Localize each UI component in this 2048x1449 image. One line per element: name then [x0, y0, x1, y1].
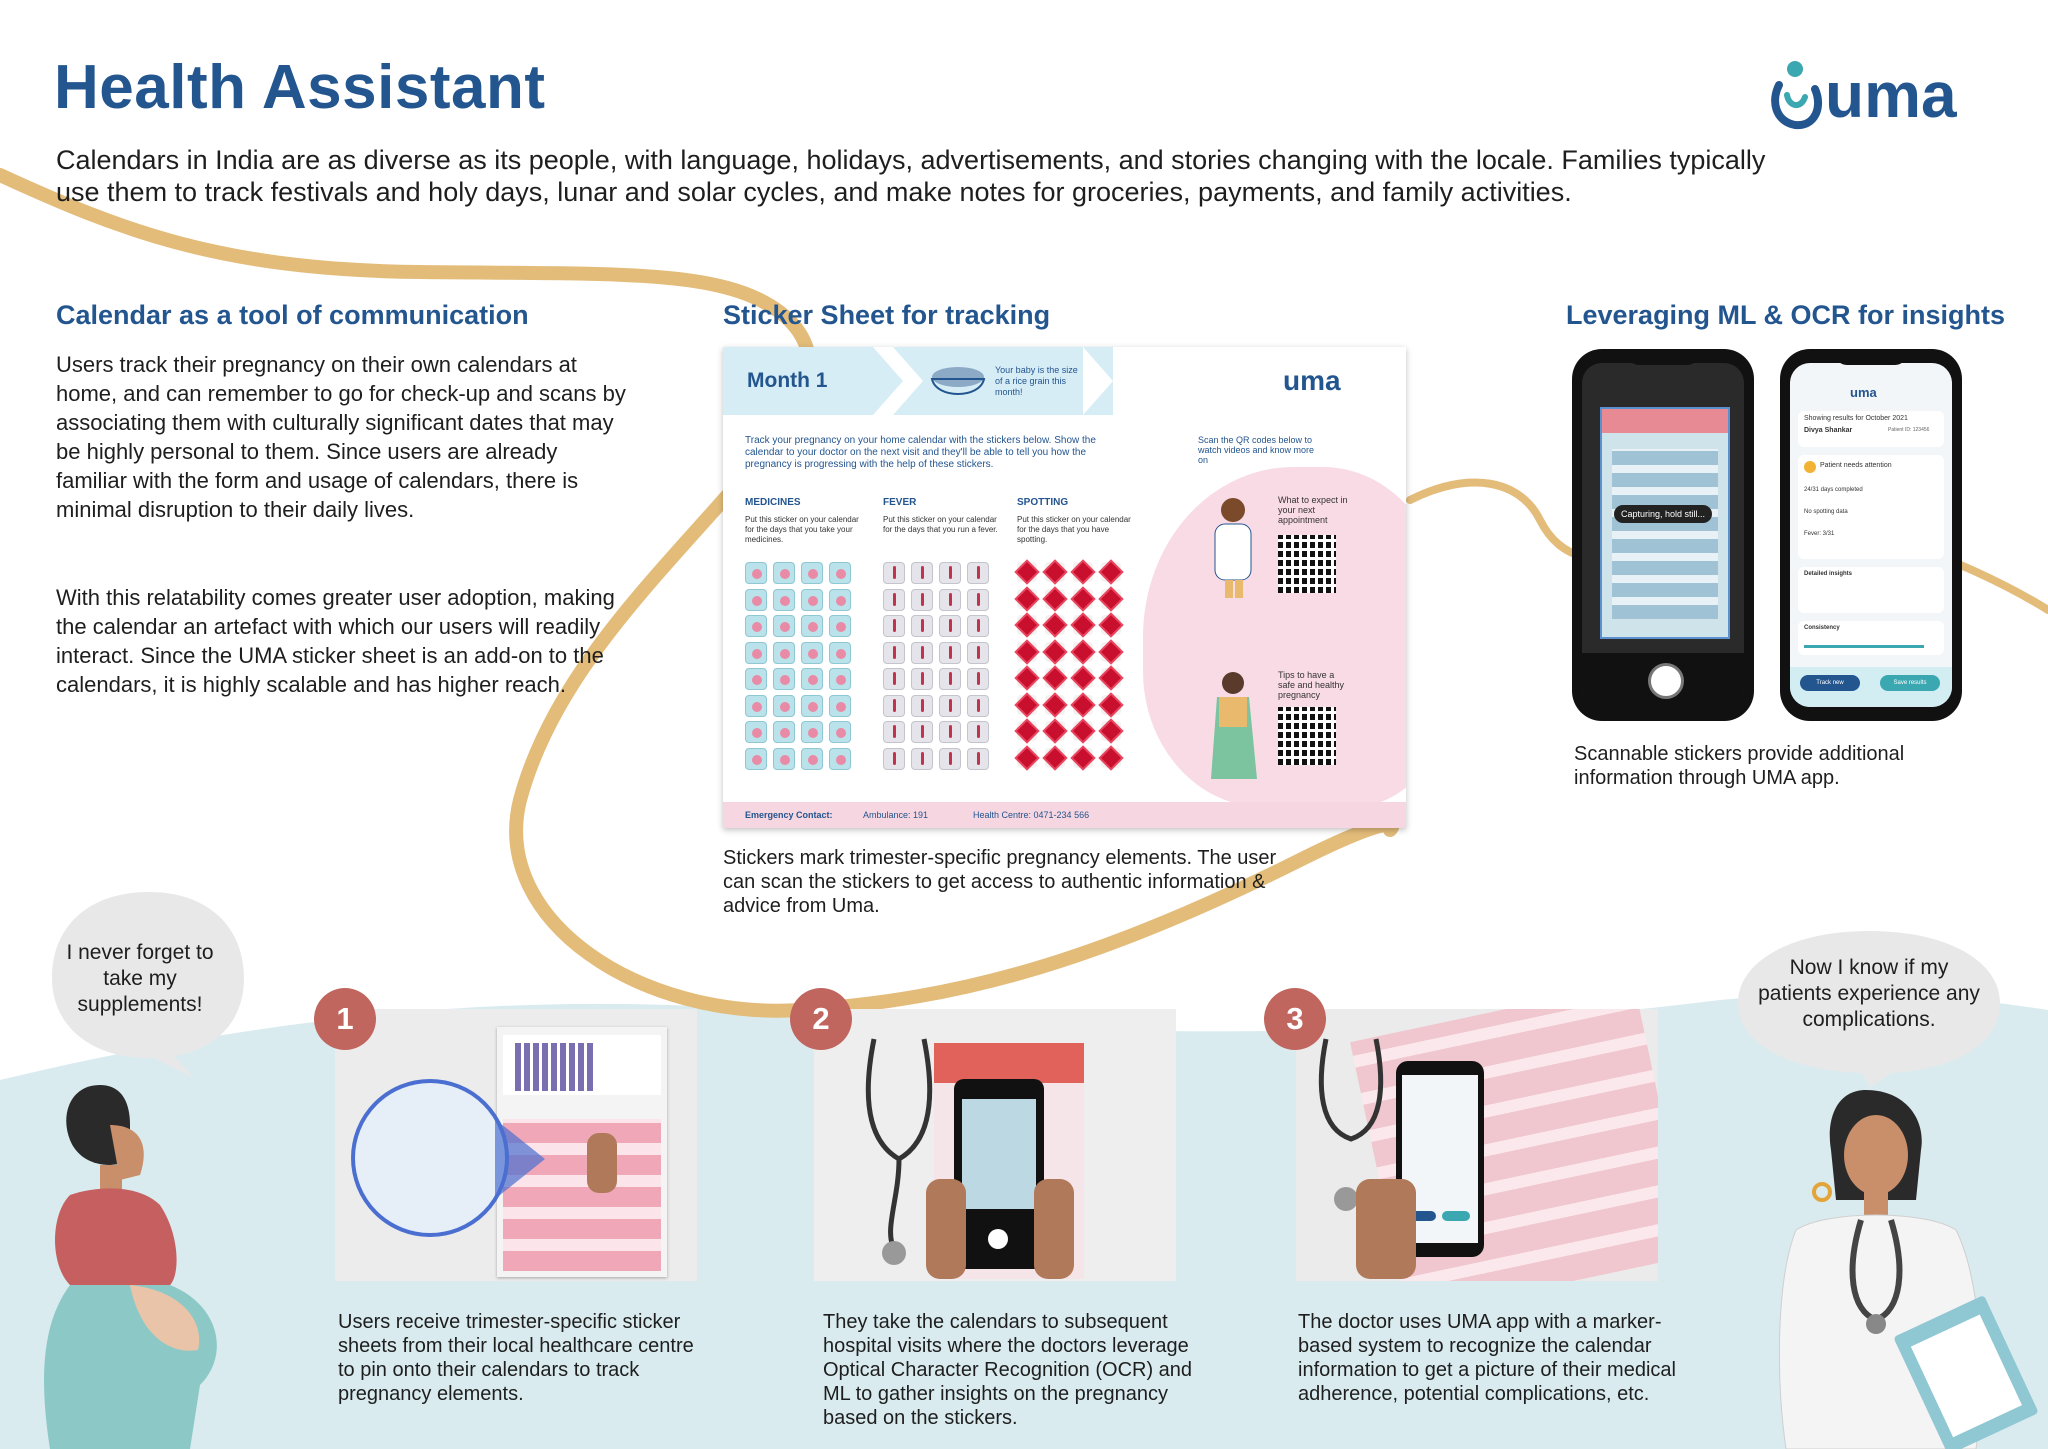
consistency-label: Consistency: [1804, 625, 1840, 631]
spotting-sticker-grid: [1017, 562, 1123, 770]
medicine-sticker: [829, 748, 851, 770]
uma-logo: [1765, 55, 1975, 135]
spotting-sticker: [1045, 668, 1065, 688]
patient-name: Divya Shankar: [1804, 427, 1853, 434]
medicine-sticker: [773, 695, 795, 717]
spotting-sticker: [1101, 668, 1121, 688]
spotting-sticker: [1101, 562, 1121, 582]
spotting-sticker: [1101, 615, 1121, 635]
fever-sticker: [883, 615, 905, 637]
medicine-sticker: [745, 721, 767, 743]
results-title: Showing results for October 2021: [1804, 415, 1908, 422]
result-item-2: No spotting data: [1804, 509, 1848, 515]
spotting-sticker: [1045, 695, 1065, 715]
consistency-bar: [1804, 645, 1924, 648]
scanner-screen: [1582, 363, 1744, 707]
intro-paragraph: Calendars in India are as diverse as its people, with language, holidays, advertisements, and stories changing with the locale. Families typically use them to track festivals and holy days, lunar and solar cycles, and make notes for groceries, payments, and family activities.: [56, 145, 1766, 207]
fever-sticker: [911, 695, 933, 717]
fever-sticker: [939, 589, 961, 611]
pregnant-woman-illustration: [30, 1085, 250, 1449]
medicine-sticker: [829, 615, 851, 637]
track-new-button[interactable]: Track new: [1800, 675, 1860, 691]
page-title: Health Assistant: [54, 53, 546, 122]
results-screen: [1790, 363, 1952, 707]
step1-photo: [335, 1009, 697, 1281]
medicine-sticker: [773, 589, 795, 611]
fever-sticker: [939, 615, 961, 637]
baby-size-note: Your baby is the size of a rice grain this month!: [995, 365, 1078, 397]
medicines-title: MEDICINES: [745, 497, 801, 508]
spotting-sticker: [1017, 668, 1037, 688]
medicine-sticker: [829, 642, 851, 664]
fever-sticker: [883, 695, 905, 717]
fever-sticker: [967, 748, 989, 770]
spotting-sticker: [1073, 615, 1093, 635]
fever-sticker-grid: [883, 562, 989, 770]
phone-scanner: [1572, 349, 1754, 721]
spotting-sticker: [1101, 721, 1121, 741]
medicine-sticker: [801, 562, 823, 584]
qr-code-1: [1278, 535, 1336, 593]
qr1-label: What to expect in your next appointment: [1278, 495, 1348, 525]
step3-photo: [1296, 1009, 1658, 1281]
spotting-sticker: [1045, 562, 1065, 582]
medicine-sticker: [801, 668, 823, 690]
spotting-sticker: [1101, 695, 1121, 715]
medicine-sticker: [801, 589, 823, 611]
step1-badge: 1: [314, 988, 376, 1050]
medicine-sticker: [829, 695, 851, 717]
spotting-sticker: [1017, 721, 1037, 741]
qr2-label: Tips to have a safe and healthy pregnancy: [1278, 670, 1345, 700]
fever-sticker: [939, 668, 961, 690]
spotting-sticker: [1073, 642, 1093, 662]
medicine-sticker: [745, 748, 767, 770]
medicine-sticker: [829, 721, 851, 743]
fever-sticker: [967, 562, 989, 584]
spotting-sticker: [1101, 589, 1121, 609]
medicine-sticker: [773, 748, 795, 770]
sticker-caption: Stickers mark trimester-specific pregnancy elements. The user can scan the stickers to get access to authentic information & advice from Uma.: [723, 847, 1277, 917]
fever-sticker: [967, 695, 989, 717]
spotting-sticker: [1045, 615, 1065, 635]
spotting-sticker: [1017, 562, 1037, 582]
fever-sticker: [883, 562, 905, 584]
fever-sticker: [883, 748, 905, 770]
fever-sticker: [911, 562, 933, 584]
phone-results: [1780, 349, 1962, 721]
medicine-sticker: [773, 562, 795, 584]
calendar-section-para1: Users track their pregnancy on their own calendars at home, and can remember to go for check-up and scans by associating them with culturally significant dates that may be highly personal to them. Since users are already familiar with the form and usage of calendars, there is minimal disruption to their daily lives.: [56, 352, 626, 522]
medicine-sticker: [773, 615, 795, 637]
spotting-sticker: [1073, 695, 1093, 715]
spotting-sticker: [1073, 589, 1093, 609]
fever-sticker: [883, 721, 905, 743]
medicine-sticker: [829, 562, 851, 584]
fever-sticker: [967, 589, 989, 611]
spotting-sticker: [1017, 615, 1037, 635]
doctor-quote: Now I know if my patients experience any complications.: [1758, 956, 1980, 1031]
ml-caption: Scannable stickers provide additional information through UMA app.: [1574, 743, 1905, 789]
save-results-button[interactable]: Save results: [1880, 675, 1940, 691]
medicine-sticker-grid: [745, 562, 851, 770]
spotting-text: Put this sticker on your calendar for the days that you have spotting.: [1017, 515, 1131, 544]
medicine-sticker: [745, 589, 767, 611]
spotting-sticker: [1017, 642, 1037, 662]
mother-illustration: [1203, 667, 1273, 787]
alert-text: Patient needs attention: [1820, 462, 1892, 469]
spotting-sticker: [1101, 642, 1121, 662]
sheet-logo: uma: [1283, 365, 1341, 396]
month-label: Month 1: [747, 369, 828, 392]
medicine-sticker: [745, 562, 767, 584]
spotting-title: SPOTTING: [1017, 497, 1069, 508]
step2-photo: [814, 1009, 1176, 1281]
medicine-sticker: [829, 668, 851, 690]
medicine-sticker: [801, 695, 823, 717]
medicine-sticker: [745, 695, 767, 717]
qr-note: Scan the QR codes below to watch videos and know more on: [1198, 435, 1315, 465]
spotting-sticker: [1045, 748, 1065, 768]
uma-logo-text: uma: [1825, 59, 1957, 131]
fever-sticker: [911, 668, 933, 690]
sheet-intro: Track your pregnancy on your home calendar with the stickers below. Show the calendar to your doctor on the next visit and they'll be able to tell you how the pregnancy is progressing with the help of these stickers.: [745, 435, 1096, 470]
medicine-sticker: [773, 642, 795, 664]
spotting-sticker: [1073, 721, 1093, 741]
uma-logo-icon: [1765, 55, 1825, 135]
medicine-sticker: [745, 615, 767, 637]
medicine-sticker: [801, 721, 823, 743]
fever-title: FEVER: [883, 497, 917, 508]
sticker-section-heading: Sticker Sheet for tracking: [723, 300, 1051, 330]
medicine-sticker: [829, 589, 851, 611]
medicine-sticker: [801, 748, 823, 770]
shutter-button[interactable]: [1648, 663, 1684, 699]
footer-health-centre: Health Centre: 0471-234 566: [973, 810, 1090, 820]
alert-icon: [1804, 461, 1816, 473]
medicine-sticker: [745, 668, 767, 690]
month-banner: [723, 347, 1113, 415]
step3-badge: 3: [1264, 988, 1326, 1050]
sheet-footer: [723, 802, 1406, 828]
spotting-sticker: [1101, 748, 1121, 768]
spotting-sticker: [1017, 695, 1037, 715]
step2-text: They take the calendars to subsequent hospital visits where the doctors leverage Optical Character Recognition (OCR) and ML to gather insights on the pregnancy based on the stickers.: [823, 1311, 1193, 1429]
fever-text: Put this sticker on your calendar for the days that you run a fever.: [883, 515, 998, 534]
patient-quote: I never forget to take my supplements!: [66, 941, 214, 1016]
scanned-calendar: [1600, 407, 1730, 639]
fever-sticker: [911, 748, 933, 770]
footer-ambulance: Ambulance: 191: [863, 810, 929, 820]
spotting-sticker: [1017, 589, 1037, 609]
medicine-sticker: [745, 642, 767, 664]
fever-sticker: [911, 642, 933, 664]
footer-contact: Emergency Contact:: [745, 810, 833, 820]
step2-phone: [954, 1079, 1044, 1269]
fever-sticker: [967, 721, 989, 743]
fever-sticker: [967, 668, 989, 690]
step2-badge: 2: [790, 988, 852, 1050]
sheet-pink-shape: [1143, 467, 1406, 807]
fever-sticker: [967, 615, 989, 637]
fever-sticker: [883, 642, 905, 664]
fever-sticker: [939, 562, 961, 584]
spotting-sticker: [1073, 668, 1093, 688]
spotting-sticker: [1017, 748, 1037, 768]
fever-sticker: [939, 748, 961, 770]
medicines-text: Put this sticker on your calendar for the days that you take your medicines.: [745, 515, 859, 544]
rice-bowl-icon: [928, 361, 988, 403]
result-item-1: 24/31 days completed: [1804, 487, 1863, 493]
app-logo: uma: [1850, 385, 1877, 400]
spotting-sticker: [1045, 642, 1065, 662]
capture-status: Capturing, hold still...: [1614, 505, 1712, 523]
medicine-sticker: [773, 668, 795, 690]
spotting-sticker: [1045, 721, 1065, 741]
fever-sticker: [911, 615, 933, 637]
medicine-sticker: [801, 615, 823, 637]
medicine-sticker: [773, 721, 795, 743]
fever-sticker: [883, 668, 905, 690]
qr-code-2: [1278, 707, 1336, 765]
fever-sticker: [939, 695, 961, 717]
fever-sticker: [883, 589, 905, 611]
patient-id: Patient ID: 123456: [1888, 427, 1930, 433]
calendar-section-heading: Calendar as a tool of communication: [56, 300, 529, 330]
sticker-sheet: [723, 347, 1406, 828]
calendar-section-para2: With this relatability comes greater user adoption, making the calendar an artefact with which our users will readily interact. Since the UMA sticker sheet is an add-on to the calendars, it is highly scalable and has higher reach.: [56, 585, 615, 697]
result-item-3: Fever: 3/31: [1804, 531, 1835, 537]
fever-sticker: [967, 642, 989, 664]
doctor-illustration: [1203, 492, 1273, 602]
spotting-sticker: [1045, 589, 1065, 609]
fever-sticker: [939, 642, 961, 664]
zoom-circle: [351, 1079, 509, 1237]
fever-sticker: [911, 721, 933, 743]
ml-section-heading: Leveraging ML & OCR for insights: [1566, 300, 2006, 330]
spotting-sticker: [1073, 562, 1093, 582]
spotting-sticker: [1073, 748, 1093, 768]
step1-text: Users receive trimester-specific sticker sheets from their local healthcare centre to pin onto their calendars to track pregnancy elements.: [338, 1311, 694, 1405]
detailed-insights: Detailed insights: [1804, 571, 1853, 577]
fever-sticker: [939, 721, 961, 743]
fever-sticker: [911, 589, 933, 611]
step3-text: The doctor uses UMA app with a marker-based system to recognize the calendar information to get a picture of their medical adherence, potential complications, etc.: [1298, 1311, 1676, 1405]
medicine-sticker: [801, 642, 823, 664]
doctor-illustration-large: [1766, 1080, 2048, 1449]
